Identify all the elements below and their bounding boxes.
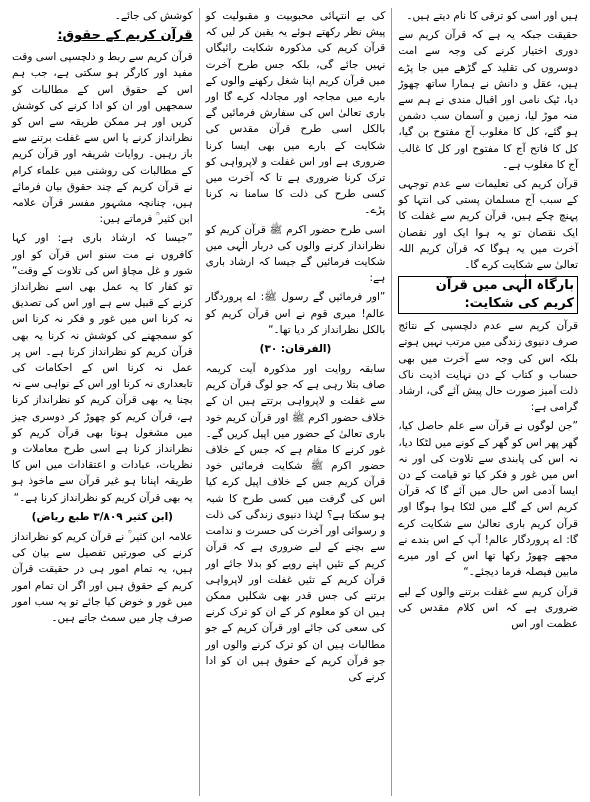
paragraph: قرآن کریم سے ربط و دلچسپی اسی وقت مفید اور کارگر ہو سکتی ہے، جب ہم اس کے حقوق اس کے مطالبات کو سمجھیں اور ان کو ادا کرنے کی کوشش کریں اور ہر ممکن طریقہ سے اس کو نظرانداز کرنے یا اس سے غفلت برتنے سے باز رہیں۔ روایات شریفہ اور قرآن کریم کے مطالبات کی روشنی میں علماء کرام نے قرآن کریم کے چند حقوق بیان فرمائے ہیں، چنانچہ مشہور مفسر قرآن علامہ ابن کثیر ؒ فرماتے ہیں:: [12, 51, 193, 226]
text-column-right: [391, 8, 584, 796]
paragraph: حقیقت جبکہ یہ ہے کہ قرآن کریم سے دوری اختیار کرنے کی وجہ سے امت دوسروں کی تقلید کے گڑھے میں جا پڑے ہیں، عقل و دانش نے ہمارا ساتھ چھوڑ دیا، ٹیک نامی اور اقبال مندی نے ہم سے منہ موڑ لیا، زمین و آسمان سب دشمن ہو گئے، کل کا مغلوب آج مفتوح بن گیا، کل کا فاتح آج کا مفتوح اور کل کا غالب آج کا مغلوب ہے۔: [398, 29, 578, 171]
paragraph: کی بے انتہائی محبوبیت و مقبولیت کو پیش نظر رکھتے ہوئے یہ یقین کر لیں کہ قرآن کریم کی مذکورہ شکایت رائیگاں نہیں جائے گی، بلکہ جس طرح آخرت میں قرآن کریم اپنا شغل رکھنے والوں کے بارے میں مجاجہ اور مجادلہ کرے گا اور باری تعالیٰ اس کی سفارش فرمائیں گے بالکل اسی طرح قرآن مقدس کی شکایت کے بارے میں بھی ایسا کرنا ضروری ہے اور اس غفلت و لاپرواہی کو ترک کرنا ضروری ہے تا کہ آخرت میں کسی طرح کی ذلت کا سامنا نہ کرنا پڑے۔: [205, 10, 386, 217]
paragraph: کوشش کی جائے۔: [114, 10, 193, 22]
paragraph: علامہ ابن کثیر ؒ نے قرآن کریم کو نظرانداز کرنے کی صورتیں تفصیل سے بیان کی ہیں، یہ تمام امور ہی در حقیقت قرآن کریم کے حقوق ہیں اور اگر ان تمام امور میں غور و خوض کیا جائے تو یہ سب امور صرف چار میں سمٹ جاتے ہیں۔: [12, 530, 193, 624]
quotation: ”جیسا کہ ارشاد باری ہے: اور کہا کافروں نے مت سنو اس قرآن کو اور شور و غل مچاؤ اس کی تلاوت کے وقت“ تو کفار کا یہ عمل بھی اسے نظرانداز کرنے کے قبیل سے ہے اور اس کی تصدیق نہ کرنا اس میں غور و فکر نہ کرنا اس کو سمجھنے کی کوشش نہ کرنا یہ بھی قرآن کریم کو نظرانداز کرنا ہے۔ اس پر عمل نہ کرنا اس کے احکامات کی تابعداری نہ کرنا اور اس کے نواہی سے نہ بچنا یہ بھی قرآن کریم کو نظرانداز کرنا ہے، قرآن کریم کو چھوڑ کر دوسری چیز میں مشغول ہونا بھی قرآن کریم کو نظرانداز کرنا ہے اسی طرح معاملات و نظریات، عبادات و اعتقادات میں اس کا طریقہ اپنانا ہو غیر قرآن سے ماخوذ ہو یہ بھی قرآن کریم کو نظرانداز کرنا ہے۔“: [12, 232, 193, 504]
paragraph: سابقہ روایت اور مذکورہ آیت کریمہ صاف بتلا رہی ہے کہ جو لوگ قرآن کریم سے غفلت و لاپرواہی برتتے ہیں ان کے خلاف حضور اکرم ﷺ اور قرآن کریم خود باری تعالیٰ کے حضور میں اپیل کریں گے۔ غور کرنے کا مقام ہے کہ جس کے خلاف حضور اکرم ﷺ شکایت فرمائیں خود قرآن کریم جس کے خلاف اپیل کرے کیا اس کی گرفت میں کسی طرح کا شبہ ہو سکتا ہے؟ لہٰذا دنیوی زندگی کی ذلت و رسوائی اور آخرت کی حسرت و ندامت سے بچنے کے لیے ضروری ہے کہ قرآن کریم کے تئیں اپنے رویے کو بدلا جائے اور قرآن کریم کے تئیں غفلت اور لاپرواہی برتنے کی جس قدر بھی شکلیں ممکن ہیں ان کو معلوم کر کے ان کو ترک کرنے کی سعی کی جائے اور قرآن کریم کے جو مطالبات ہیں ان کو ترک کرنے والوں اور جو قرآن کریم کے حقوق ہیں ان کو ادا کرنے کی: [205, 363, 386, 683]
paragraph: قرآن کریم سے عدم دلچسپی کے نتائج صرف دنیوی زندگی میں مرتب نہیں ہوتے بلکہ اس کی وجہ سے آخرت میں بھی حساب و کتاب کے دن نہایت اذیت ناک ذلت آمیز صورت حال پیش آئے گی، ارشاد گرامی ہے:: [398, 320, 578, 414]
text-column-middle: [199, 8, 392, 796]
section-heading: بارگاہ الٰہی میں قرآن کریم کی شکایت:: [398, 276, 578, 314]
section-heading: قرآن کریم کے حقوق:: [57, 28, 193, 44]
quotation: ”جن لوگوں نے قرآن سے علم حاصل کیا، گھر پھر اس کو گھر کے کونے میں لٹکا دیا، نہ اس کی پابندی سے تلاوت کی اور نہ اس میں غور و فکر کیا تو قیامت کے دن ایسا آدمی اس حال میں آئے گا کہ قرآن کریم اس کے گلے میں لٹکا ہوا ہوگا اور قرآن کریم باری تعالیٰ سے شکایت کرے گا: اے پروردگار عالم! آپ کے اس بندے نے مجھے چھوڑ رکھا تھا اس کے اور میرے مابین فیصلہ فرما دیجئے۔“: [398, 420, 578, 579]
paragraph: اسی طرح حضور اکرم ﷺ قرآن کریم کو نظرانداز کرنے والوں کی دربار الٰہی میں شکایت فرمائیں گے جیسا کہ ارشاد باری ہے:: [205, 223, 386, 285]
reference-citation: (ابن کثیر ۳/۸۰۹ طبع ریاض): [31, 510, 173, 523]
text-column-left: [6, 8, 199, 796]
quotation: ”اور فرمائیں گے رسول ﷺ: اے پروردگار عالم! میری قوم نے اس قرآن کریم کو بالکل نظرانداز کر دیا تھا۔“: [205, 291, 386, 336]
paragraph: قرآن کریم سے غفلت برتنے والوں کے لیے ضروری ہے کہ اس کلام مقدس کی عظمت اور اس: [398, 585, 578, 630]
paragraph: قرآن کریم کی تعلیمات سے عدم توجہی کے سبب آج مسلمان پستی کی انتہا کو پہنچ چکے ہیں، قرآن کریم سے غفلت کا ایک نقصان تو یہ ہوا ایک اور نقصان آخرت میں یہ ہوگا کہ قرآن کریم اللہ تعالیٰ سے شکایت کرے گا۔: [398, 178, 578, 272]
paragraph: ہیں اور اسی کو ترقی کا نام دیتے ہیں۔: [406, 10, 578, 22]
reference-citation: (الفرقان: ۳۰): [259, 343, 332, 356]
